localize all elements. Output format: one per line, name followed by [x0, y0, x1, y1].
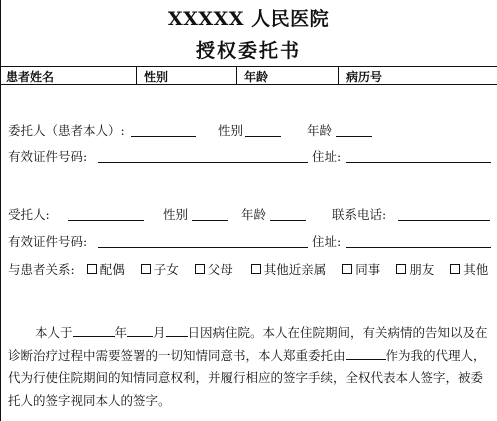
agent-phone-label: 联系电话: [332, 207, 387, 222]
agent-phone-field[interactable] [398, 220, 490, 221]
agent-sex-field[interactable] [192, 220, 228, 221]
relation-option-spouse[interactable]: 配偶 [87, 260, 125, 278]
checkbox-icon[interactable] [450, 264, 460, 274]
checkbox-icon[interactable] [87, 264, 97, 274]
header-divider-2 [236, 66, 237, 85]
month-blank[interactable] [127, 325, 153, 337]
relation-label: 与患者关系: [8, 262, 75, 277]
agent-label: 受托人: [8, 207, 50, 222]
agent-id-label: 有效证件号码: [8, 234, 88, 249]
relation-option-other[interactable]: 其他 [450, 260, 488, 278]
document-title: 授权委托书 [195, 40, 301, 62]
relation-row [8, 260, 488, 278]
agent-age-field[interactable] [270, 220, 306, 221]
relation-option-friend[interactable]: 朋友 [396, 260, 434, 278]
paragraph-text-2: 年 [114, 325, 128, 340]
header-top-rule [0, 66, 497, 67]
agent-name-blank[interactable] [346, 348, 386, 360]
principal-address-field[interactable] [346, 162, 491, 163]
paragraph-text-1: 本人于 [35, 325, 73, 340]
relation-option-child[interactable]: 子女 [141, 260, 179, 278]
checkbox-icon[interactable] [342, 264, 352, 274]
checkbox-icon[interactable] [195, 264, 205, 274]
checkbox-icon[interactable] [141, 264, 151, 274]
header-sex: 性别 [144, 70, 169, 84]
header-divider-3 [338, 66, 339, 85]
principal-sex-label: 性别 [218, 123, 244, 138]
header-record-no: 病历号 [346, 70, 383, 84]
header-age: 年龄 [244, 70, 269, 84]
relation-option-other-relative[interactable]: 其他近亲属 [251, 260, 327, 278]
agent-age-label: 年龄 [241, 207, 267, 222]
day-blank[interactable] [166, 325, 188, 337]
principal-age-label: 年龄 [307, 123, 333, 138]
principal-address-label: 住址: [312, 149, 342, 164]
agent-address-label: 住址: [312, 234, 342, 249]
year-blank[interactable] [73, 325, 115, 337]
header-divider-1 [136, 66, 137, 85]
relation-option-parent[interactable]: 父母 [195, 260, 233, 278]
hospital-title: XXXXX 人民医院 [167, 8, 330, 30]
principal-id-field[interactable] [98, 162, 308, 163]
checkbox-icon[interactable] [251, 264, 261, 274]
relation-option-colleague[interactable]: 同事 [342, 260, 380, 278]
principal-id-label: 有效证件号码: [8, 149, 88, 164]
agent-name-field[interactable] [68, 220, 144, 221]
agent-sex-label: 性别 [163, 207, 189, 222]
page-left-border [0, 0, 1, 421]
checkbox-icon[interactable] [396, 264, 406, 274]
agent-id-field[interactable] [98, 247, 308, 248]
principal-age-field[interactable] [336, 136, 372, 137]
paragraph-text-4: 日因病住院。本人在住院期间，有关病情的告知以及在诊断治疗过程中需要签署的一切知情同意书，本人郑重委托由 [8, 325, 488, 363]
principal-sex-field[interactable] [245, 136, 281, 137]
header-patient-name: 患者姓名 [6, 70, 55, 84]
paragraph-text-5: 作为我的代理人，代为行使住院期间的知情同意权利，并履行相应的签字手续，全权代表本人签字，被委托人的签字视同本人的签字。 [8, 347, 486, 408]
paragraph-text-3: 月 [153, 325, 166, 340]
principal-label: 委托人（患者本人）: [8, 123, 125, 138]
principal-name-field[interactable] [131, 136, 196, 137]
agent-address-field[interactable] [346, 247, 491, 248]
authorization-paragraph [8, 322, 494, 412]
